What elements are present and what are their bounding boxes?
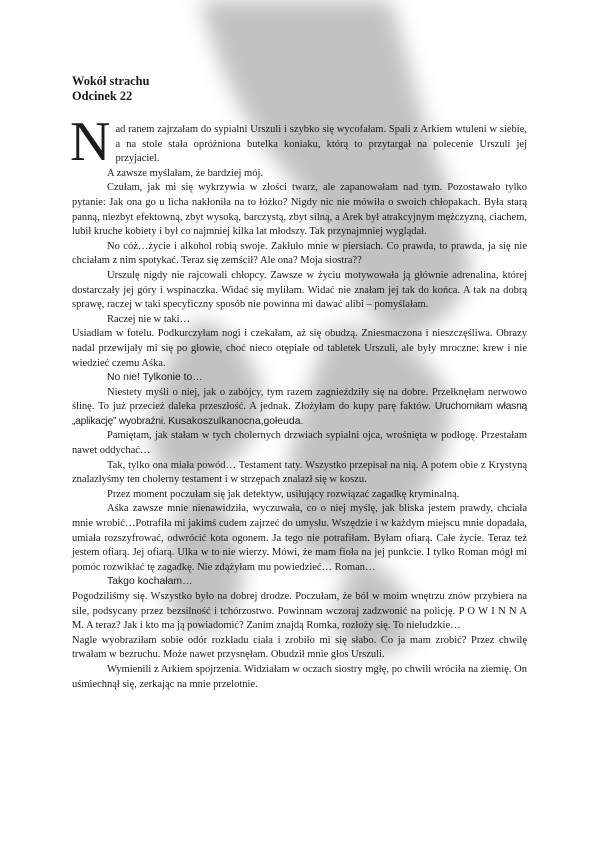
paragraph: Aśka zawsze mnie nienawidziła, wyczuwała, co o niej myślę, jak bliska jestem prawdy, chciała mnie wrobić…Potrafiła mi jakimś cudem zajrzeć do umysłu. Wszędzie i w każdym miejscu mnie dopadała, umiała rozszyfrować, odwrócić kota ogonem. Ja tego nie potrafiłam. Byłam ofiarą. Całe życie. Teraz też jestem ofiarą. Jej ofiarą. Ulka w to nie wierzy. Mówi, że mam fioła na jej punkcie. I tylko Roman mógł mi pomóc rozwikłać tę zagadkę. Nie zdążyłam mu powiedzieć… Roman… xyxy=(72,503,527,573)
paragraph: Tak, tylko ona miała powód… Testament taty. Wszystko przepisał na nią. A potem obie z Krystyną znalazłyśmy ten cholerny testament i w strzępach znalazł się w koszu. xyxy=(72,459,527,486)
paragraph: Wymienili z Arkiem spojrzenia. Widziałam w oczach siostry mgłę, po chwili wróciła na ziemię. On uśmiechnął się, zerkając na mnie przelotnie. xyxy=(72,663,527,690)
paragraph: No cóż…życie i alkohol robią swoje. Zakłuło mnie w piersiach. Co prawda, to prawda, ja się nie chciałam z nim spotykać. Teraz się zemścił? Ale ona? Moja siostra?? xyxy=(72,240,527,267)
paragraph: A zawsze myślałam, że bardziej mój. xyxy=(107,167,263,179)
paragraph: Pogodziliśmy się. Wszystko było na dobrej drodze. Poczułam, że ból w moim wnętrzu znów przybiera na sile, podsycany przez bezsilność i tchórzostwo. Powinnam wczoraj zadzwonić na policję. P O W I N N A M. A teraz? Jak i kto ma ją powiadomić? Zanim znajdą Romka, rozłoży się. To nieludzkie… xyxy=(72,591,527,632)
episode-label: Odcinek 22 xyxy=(72,88,133,103)
article xyxy=(72,74,527,692)
paragraph: Usiadłam w fotelu. Podkurczyłam nogi i czekałam, aż się obudzą. Zniesmaczona i nieszczęśliwa. Obrazy nadal przewijały mi się po głowie, choć nieco otępiałe od tabletek Urszuli, ale były mroczne: krew i nie wiedzieć czemu Aśka. xyxy=(72,328,527,369)
paragraph: Czułam, jak mi się wykrzywia w złości twarz, ale zapanowałam nad tym. Pozostawało tylko pytanie: Jak ona go u licha nakłoniła na to łóżko? Nigdy nic nie mówiła o swoich chłopakach. Była starą panną, niezbyt efektowną, zbyt wysoką, barczystą, zbyt silną, a Arek był atrakcyjnym mężczyzną, ciachem, lubił kruche kobiety i był co najmniej kilka lat młodszy. Tak przynajmniej wyglądał. xyxy=(72,182,527,238)
drop-cap: N xyxy=(70,111,111,173)
paragraph: Przez moment poczułam się jak detektyw, usiłujący rozwiązać zagadkę kryminalną. xyxy=(107,488,460,500)
paragraph: Urszulę nigdy nie rajcowali chłopcy. Zawsze w życiu motywowała ją głównie adrenalina, której dostarczały jej góry i wspinaczka. Widać się myliłam. Widać nie znałam jej tak do końca. A tak na dobrą sprawę, raczej w taki specyficzny sposób nie powinna mi dawać alibi – pomyślałam. xyxy=(72,269,527,311)
paragraph-sans: No nie! Tylkonie to… xyxy=(107,372,203,384)
inline-sans-b: Kusakoszulkanocna,gołeuda. xyxy=(168,415,304,427)
paragraph: Pamiętam, jak stałam w tych cholernych drzwiach sypialni ojca, wrośnięta w podłogę. Przestałam nawet oddychać… xyxy=(72,430,527,457)
paragraph-sans: Takgo kochałam… xyxy=(107,576,193,588)
paragraph-1: Nad ranem zajrzałam do sypialni Urszuli i szybko się wycofałam. Spali z Arkiem wtuleni w siebie, a na stole stała opróżniona butelka koniaku, którą to przytargał na polecenie Urszuli jej przyjaciel. xyxy=(70,111,527,173)
inline-sans-a: Uruchomiłam własną „aplikację” wyobraźni. xyxy=(72,401,528,427)
paragraph: Raczej nie w taki… xyxy=(107,313,191,325)
paragraph: Nagle wyobraziłam sobie odór rozkładu ciała i zrobiło mi się słabo. Co ja mam zrobić? Przez chwilę trwałam w bezruchu. Może nawet przysnęłam. Obudził mnie głos Urszuli. xyxy=(72,634,527,661)
article-title: Wokół strachu xyxy=(72,74,150,88)
paragraph: Niestety myśli o niej, jak o zabójcy, tym razem zagnieździły się na dobre. Przełknęłam nerwowo ślinę. To już przecież daleka przeszłość. A jednak. Złożyłam do kupy parę faktów. Uruchomiłam własną „aplikację” wyobraźni. Kusakoszulkanocna,gołeuda. xyxy=(72,386,528,427)
